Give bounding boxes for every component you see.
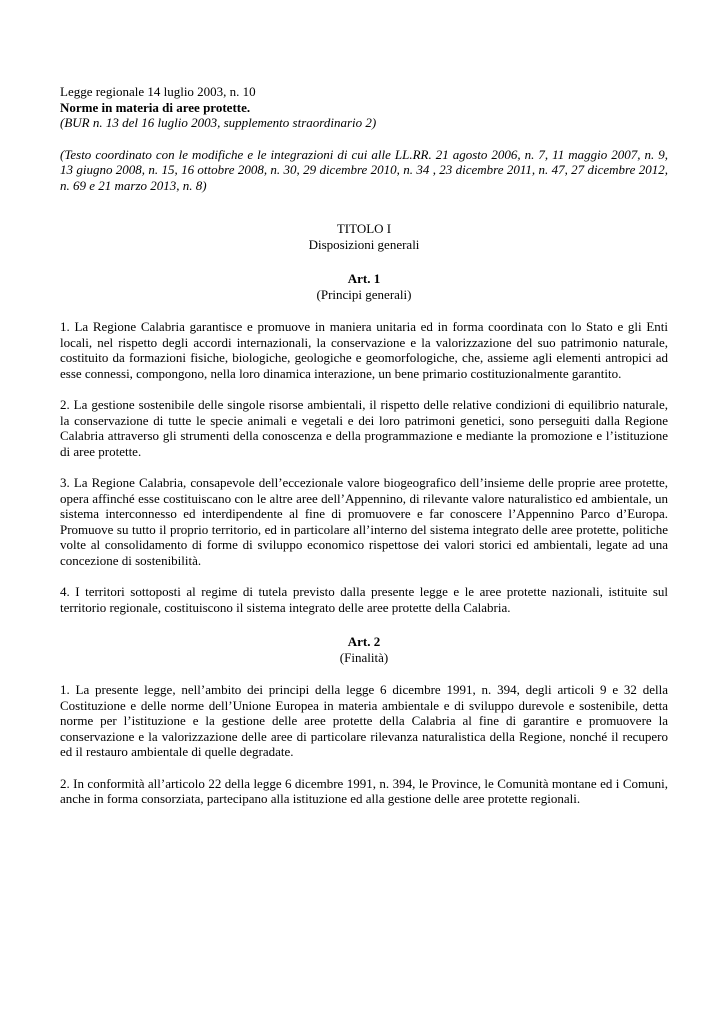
spacer [60, 302, 668, 319]
coordinated-text-note: (Testo coordinato con le modifiche e le integrazioni di cui alle LL.RR. 21 agosto 2006, n. 7, 11 maggio 2007, n. 9, 13 giugno 2008, n. 15, 16 ottobre 2008, n. 30, 29 dicembre 2010, n. 34 , 23 dicembre 2011, n. 47, 27 dicembre 2012, n. 69 e 21 marzo 2013, n. 8) [60, 146, 668, 193]
law-reference: Legge regionale 14 luglio 2003, n. 10 [60, 84, 256, 99]
spacer [60, 252, 668, 271]
article-paragraph: 1. La presente legge, nell’ambito dei principi della legge 6 dicembre 1991, n. 394, degli articoli 9 e 32 della Costituzione e delle norme dell’Unione Europea in materia ambientale e di sviluppo durevole e sostenibile, detta norme per l’istituzione e la gestione delle aree protette della Calabria al fine di garantire e promuovere la conservazione e la valorizzazione delle aree di particolare rilevanza naturalistica della Regione, nonché il recupero ed il restauro ambientale di quelle degradate. [60, 682, 668, 759]
spacer [60, 568, 668, 584]
spacer [60, 193, 668, 221]
bur-reference: (BUR n. 13 del 16 luglio 2003, supplemento straordinario 2) [60, 115, 377, 130]
law-title: Norme in materia di aree protette. [60, 99, 251, 115]
article-1 [60, 271, 668, 615]
spacer [60, 665, 668, 682]
document-header [60, 84, 668, 193]
article-paragraph: 3. La Regione Calabria, consapevole dell’eccezionale valore biogeografico dell’insieme delle proprie aree protette, opera affinché esse costituiscano con le altre aree dell’Appennino, di rilevante valore naturalistico ed ambientale, un sistema interconnesso ed interdipendente al fine di promuovere e far conoscere l’Appennino Parco d’Europa. Promuove su tutto il proprio territorio, ed in particolare all’interno del sistema integrato delle aree protette, politiche volte al consolidamento di forme di sviluppo economico rispettose dei valori storici ed ambientali, legate ad una concezione di sostenibilità. [60, 475, 668, 568]
article-paragraph: 1. La Regione Calabria garantisce e promuove in maniera unitaria ed in forma coordinata con lo Stato e gli Enti locali, nel rispetto degli accordi internazionali, la conservazione e la valorizzazione del suo patrimonio naturale, costituito da formazioni fisiche, biologiche, geologiche e geomorfologiche, che, assieme agli elementi antropici ad esse connessi, compongono, nella loro dinamica interazione, un bene primario costituzionalmente garantito. [60, 319, 668, 381]
spacer [60, 381, 668, 397]
article-2 [60, 634, 668, 807]
article-paragraph: 4. I territori sottoposti al regime di tutela previsto dalla presente legge e le aree protette nazionali, istituite sul territorio regionale, costituiscono il sistema integrato delle aree protette della Calabria. [60, 584, 668, 615]
article-subheading: (Principi generali) [316, 286, 412, 302]
spacer [60, 615, 668, 634]
article-heading: Art. 1 [347, 271, 381, 286]
article-paragraph: 2. La gestione sostenibile delle singole risorse ambientali, il rispetto delle relative condizioni di equilibrio naturale, la conservazione di tutte le specie animali e vegetali e dei loro patrimoni genetici, sono perseguiti dalla Regione Calabria attraverso gli strumenti della conoscenza e della programmazione e mediante la promozione e l’istituzione di aree protette. [60, 397, 668, 459]
article-heading: Art. 2 [347, 634, 381, 649]
section-title: TITOLO I [336, 221, 392, 236]
spacer [60, 131, 668, 147]
article-paragraph: 2. In conformità all’articolo 22 della legge 6 dicembre 1991, n. 394, le Province, le Comunità montane ed i Comuni, anche in forma consorziata, partecipano alla istituzione ed alla gestione delle aree protette regionali. [60, 775, 668, 806]
article-subheading: (Finalità) [339, 649, 389, 665]
section-subtitle: Disposizioni generali [308, 236, 420, 252]
spacer [60, 459, 668, 475]
article-heading-block [60, 634, 668, 665]
document-page [60, 84, 668, 807]
article-heading-block [60, 271, 668, 302]
spacer [60, 760, 668, 776]
title-section [60, 221, 668, 252]
